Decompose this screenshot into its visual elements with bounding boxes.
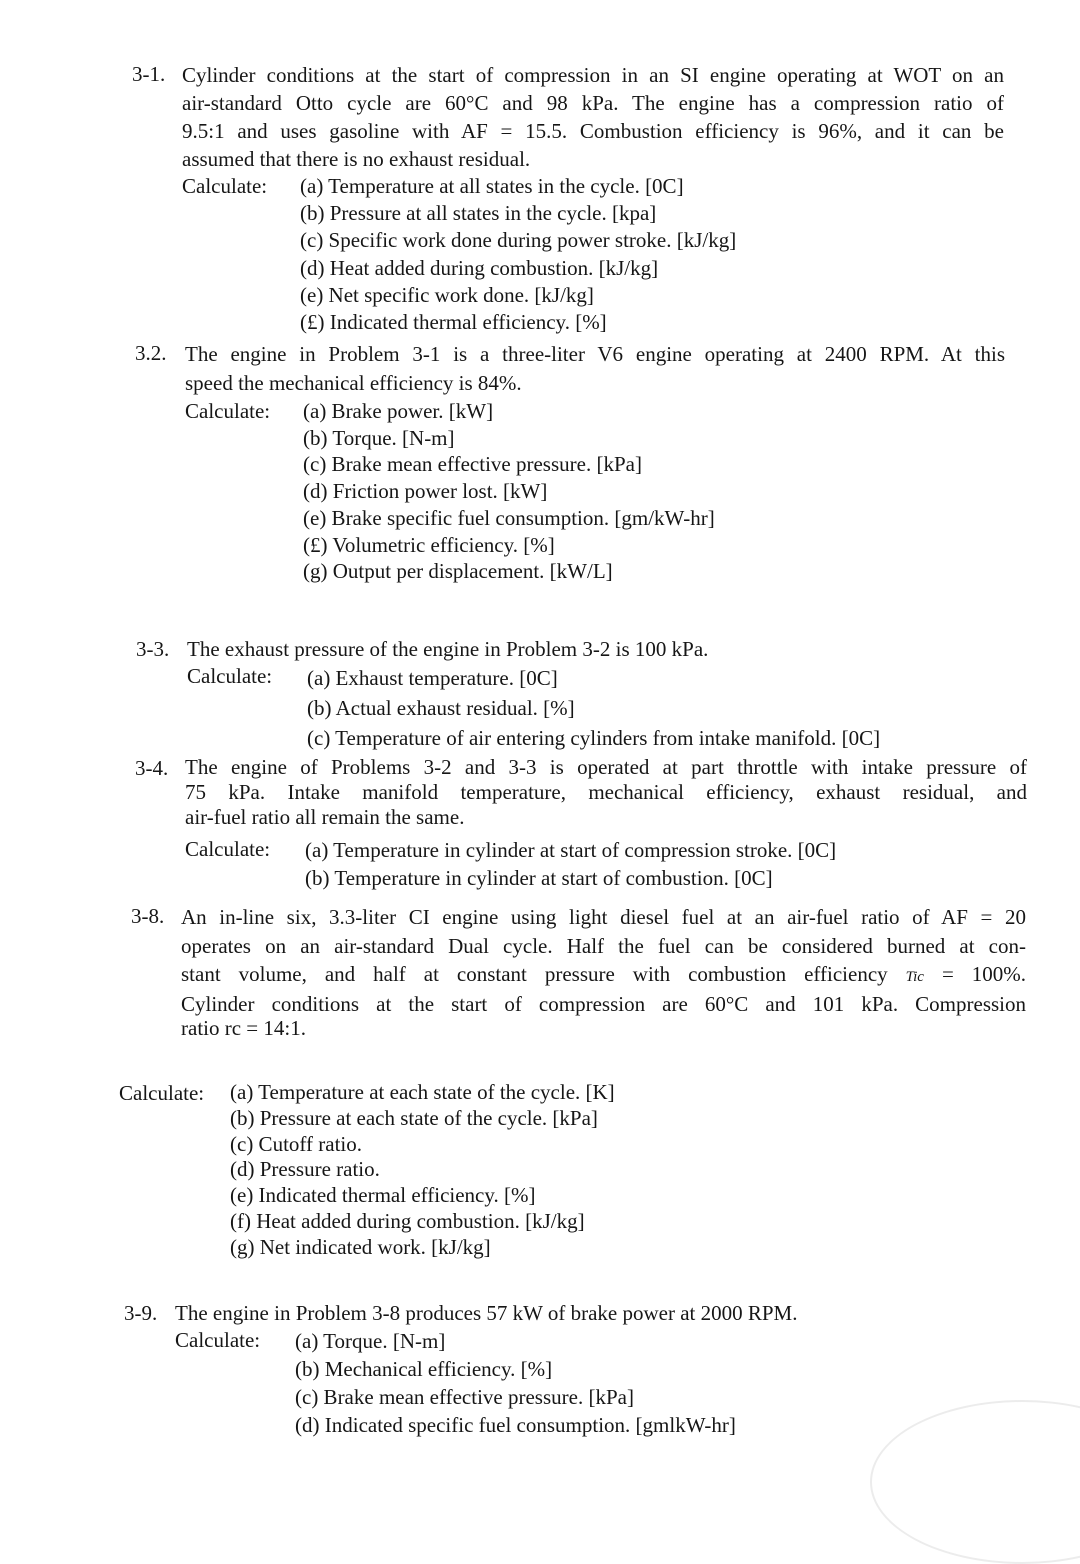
list-item: (a) Torque. [N-m] xyxy=(295,1329,446,1353)
list-item: (d) Heat added during combustion. [kJ/kg] xyxy=(300,255,659,280)
problem-number: 3-4. xyxy=(135,756,169,780)
calculate-label: Calculate: xyxy=(185,399,271,423)
calculate-label: Calculate: xyxy=(187,664,273,688)
problem-statement xyxy=(185,755,1027,830)
statement-line: operates on an air-standard Dual cycle. Half the fuel can be considered burned at con- xyxy=(181,933,1026,958)
list-item: (d) Friction power lost. [kW] xyxy=(303,479,548,504)
statement-line: The engine in Problem 3-1 is a three-liter V6 engine operating at 2400 RPM. At this xyxy=(185,342,1005,366)
list-item: (£) Indicated thermal efficiency. [%] xyxy=(300,310,607,335)
list-item: (£) Volumetric efficiency. [%] xyxy=(303,532,555,557)
statement-line: ratio rc = 14:1. xyxy=(181,1015,306,1040)
list-item: (d) Pressure ratio. xyxy=(230,1157,380,1182)
problem-number: 3-3. xyxy=(136,637,170,661)
page-curl-shadow xyxy=(870,1400,1080,1564)
list-item: (b) Temperature in cylinder at start of combustion. [0C] xyxy=(305,866,773,890)
calculate-label: Calculate: xyxy=(182,174,268,198)
list-item: (b) Pressure at all states in the cycle. [kpa] xyxy=(300,201,657,226)
list-item: (a) Exhaust temperature. [0C] xyxy=(307,666,558,690)
efficiency-symbol: Tic xyxy=(905,969,924,985)
list-item: (a) Temperature in cylinder at start of compression stroke. [0C] xyxy=(305,838,837,862)
list-item: (b) Mechanical efficiency. [%] xyxy=(295,1357,553,1381)
problem-number: 3.2. xyxy=(135,341,167,365)
list-item: (g) Net indicated work. [kJ/kg] xyxy=(230,1234,491,1259)
statement-line: assumed that there is no exhaust residual. xyxy=(182,147,531,171)
list-item: (c) Cutoff ratio. xyxy=(230,1131,362,1156)
list-item: (e) Net specific work done. [kJ/kg] xyxy=(300,282,594,307)
statement-text: = 100%. xyxy=(941,962,1027,986)
statement-line: speed the mechanical efficiency is 84%. xyxy=(185,371,522,395)
list-item: (a) Temperature at each state of the cycle. [K] xyxy=(230,1080,615,1104)
list-item: (c) Brake mean effective pressure. [kPa] xyxy=(303,452,642,477)
list-item: (g) Output per displacement. [kW/L] xyxy=(303,559,613,584)
list-item: (d) Indicated specific fuel consumption. [gmlkW-hr] xyxy=(295,1413,736,1437)
list-item: (b) Pressure at each state of the cycle. [kPa] xyxy=(230,1105,598,1130)
problem-number: 3-8. xyxy=(131,904,165,928)
calculate-label: Calculate: xyxy=(185,837,271,861)
statement-line xyxy=(181,960,1026,992)
list-item: (a) Temperature at all states in the cycle. [0C] xyxy=(300,174,684,198)
list-item: (c) Specific work done during power stroke. [kJ/kg] xyxy=(300,228,737,253)
statement-line: The exhaust pressure of the engine in Problem 3-2 is 100 kPa. xyxy=(187,637,709,661)
list-item: (e) Brake specific fuel consumption. [gm/kW-hr] xyxy=(303,505,715,530)
statement-line: 75 kPa. Intake manifold temperature, mechanical efficiency, exhaust residual, and xyxy=(185,780,1027,804)
statement-line: 9.5:1 and uses gasoline with AF = 15.5. Combustion efficiency is 96%, and it can be xyxy=(182,119,1004,143)
calculate-label: Calculate: xyxy=(175,1328,261,1352)
problem-statement xyxy=(182,61,1004,173)
list-item: (a) Brake power. [kW] xyxy=(303,399,494,423)
statement-line: The engine in Problem 3-8 produces 57 kW of brake power at 2000 RPM. xyxy=(175,1301,798,1325)
statement-line: An in-line six, 3.3-liter CI engine using light diesel fuel at an air-fuel ratio of AF = 20 xyxy=(181,905,1026,929)
list-item: (e) Indicated thermal efficiency. [%] xyxy=(230,1183,536,1208)
problem-statement xyxy=(181,903,1026,1040)
problem-statement xyxy=(187,636,1002,663)
list-item: (c) Brake mean effective pressure. [kPa] xyxy=(295,1385,634,1409)
statement-line: Cylinder conditions at the start of compression in an SI engine operating at WOT on an xyxy=(182,63,1004,87)
statement-text: stant volume, and half at constant pressure with combustion efficiency xyxy=(181,962,888,986)
list-item: (b) Torque. [N-m] xyxy=(303,425,455,450)
statement-line: air-standard Otto cycle are 60°C and 98 kPa. The engine has a compression ratio of xyxy=(182,91,1004,115)
problem-number: 3-9. xyxy=(124,1301,158,1325)
list-item: (f) Heat added during combustion. [kJ/kg] xyxy=(230,1208,585,1233)
problem-number: 3-1. xyxy=(132,62,166,86)
calculate-label: Calculate: xyxy=(119,1081,205,1105)
list-item: (c) Temperature of air entering cylinders from intake manifold. [0C] xyxy=(307,726,881,750)
statement-line: The engine of Problems 3-2 and 3-3 is operated at part throttle with intake pressure of xyxy=(185,755,1027,779)
statement-line: Cylinder conditions at the start of compression are 60°C and 101 kPa. Compression xyxy=(181,991,1026,1016)
problem-statement xyxy=(185,340,1005,398)
problem-statement xyxy=(175,1300,920,1327)
list-item: (b) Actual exhaust residual. [%] xyxy=(307,696,575,720)
statement-line: air-fuel ratio all remain the same. xyxy=(185,805,465,829)
